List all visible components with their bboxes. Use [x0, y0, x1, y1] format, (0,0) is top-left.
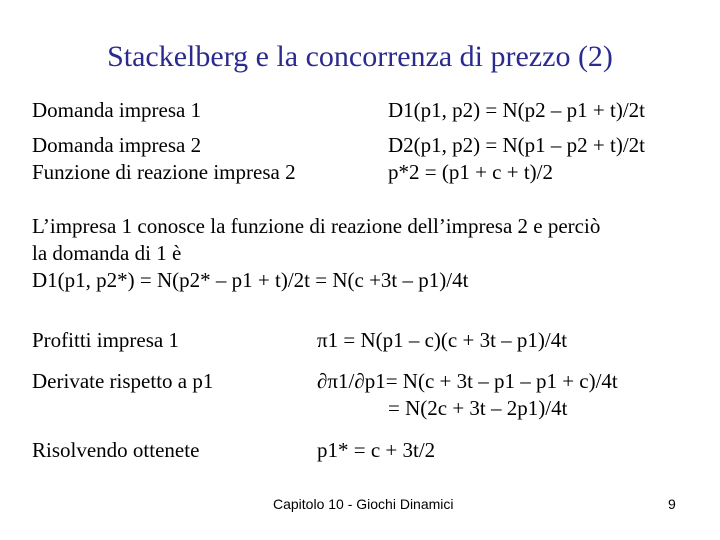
def-label-reaction: Funzione di reazione impresa 2	[32, 160, 296, 184]
paragraph-line-2: la domanda di 1 è	[32, 241, 182, 265]
def-label-demand-1: Domanda impresa 1	[32, 98, 202, 122]
result-label-derivative: Derivate rispetto a p1	[32, 369, 214, 393]
def-formula-reaction: p*2 = (p1 + c + t)/2	[388, 160, 554, 184]
def-formula-demand-2: D2(p1, p2) = N(p1 – p2 + t)/2t	[388, 133, 645, 157]
def-label-demand-2: Domanda impresa 2	[32, 133, 202, 157]
slide-title: Stackelberg e la concorrenza di prezzo (2)	[107, 40, 613, 73]
result-label-solution: Risolvendo ottenete	[32, 438, 200, 462]
result-formula-profits: π1 = N(p1 – c)(c + 3t – p1)/4t	[317, 328, 568, 352]
paragraph-line-1: L’impresa 1 conosce la funzione di reazione dell’impresa 2 e perciò	[32, 214, 601, 238]
def-formula-demand-1: D1(p1, p2) = N(p2 – p1 + t)/2t	[388, 98, 645, 122]
result-formula-solution: p1* = c + 3t/2	[317, 438, 436, 462]
result-formula-derivative: ∂π1/∂p1= N(c + 3t – p1 – p1 + c)/4t	[317, 369, 618, 393]
paragraph-line-3: D1(p1, p2*) = N(p2* – p1 + t)/2t = N(c +3t – p1)/4t	[32, 268, 469, 292]
footer-chapter: Capitolo 10 - Giochi Dinamici	[273, 496, 454, 512]
result-formula-derivative-cont: = N(2c + 3t – 2p1)/4t	[388, 396, 568, 420]
result-label-profits: Profitti impresa 1	[32, 328, 179, 352]
page-number: 9	[668, 496, 676, 512]
